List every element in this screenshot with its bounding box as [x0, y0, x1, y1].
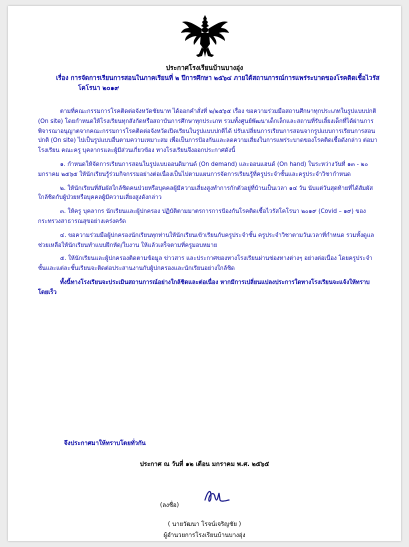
date-line: ประกาศ ณ วันที่ ๑๒ เดือน มกราคม พ.ศ. ๒๕๖๕ [139, 461, 270, 468]
garuda-emblem-icon [180, 14, 230, 58]
handwritten-signature-icon [202, 486, 232, 506]
signer-name: ( นายวัฒนา โรจน์เจริญชัย ) [167, 521, 242, 528]
intro-paragraph: ตามที่คณะกรรมการโรคติดต่อจังหวัดชัยนาท ได้ออกคำสั่งที่ ๒/๒๕๖๕ เรื่อง ขอความร่วมมือสถานศึกษาทุกประเภทในรูปแบบปกติ (On site) โดยกำหนดให้โรงเรียนทุกสังกัดหรือสถาบันการศึกษาทุกประเภท รวมทั้งศูนย์พัฒนาเด็กเล็กและสถานที่รับเลี้ยงเด็กที่ได้ผ่านการพิจารณาอนุญาตจากคณะกรรมการโรคติดต่อจังหวัดเปิดเรียนในรูปแบบปกติได้ ปรับเปลี่ยนการเรียนการสอนจากรูปแบบการเรียนการสอนปกติ (On site) ไปเป็นรูปแบบอื่นตามความเหมาะสม เพื่อเป็นการป้องกันและลดความเสี่ยงในการแพร่ระบาดของโรคติดเชื้อดังกล่าว ต่อมาโรงเรียน คณะครู บุคลากรและผู้มีส่วนเกี่ยวข้อง ทางโรงเรียนจึงออกประกาศดังนี้ [38, 109, 378, 155]
signature-label: (ลงชื่อ) [160, 502, 179, 509]
document-page [8, 6, 401, 541]
garuda-emblem-svg [180, 14, 230, 58]
announcement-line: จึงประกาศมาให้ทราบโดยทั่วกัน [64, 440, 146, 447]
document-body [38, 108, 378, 303]
subject-line-1: เรื่อง การจัดการเรียนการสอนในภาคเรียนที่ ๒ ปีการศึกษา ๒๕๖๔ ภายใต้สถานการณ์การแพร่ระบาดของโรคติดเชื้อไวรัส [56, 75, 380, 82]
document-subject [56, 74, 386, 94]
signer-position: ผู้อำนวยการโรงเรียนบ้านบางอุ่ง [163, 532, 246, 539]
subject-line-2: โคโรนา ๒๐๑๙ [78, 85, 119, 92]
closing-paragraph: ทั้งนี้ทางโรงเรียนจะประเมินสถานการณ์อย่างใกล้ชิดและต่อเนื่อง หากมีการเปลี่ยนแปลงประการใดทางโรงเรียนจะแจ้งให้ทราบโดยเร็ว [38, 279, 370, 296]
item-1-paragraph: ๑. กำหนดให้จัดการเรียนการสอนในรูปแบบออนดิมานด์ (On demand) และออนแฮนด์ (On hand) ในระหว่างวันที่ ๑๓ - ๒๐ มกราคม ๒๕๖๕ ให้นักเรียนรู้ร่วมกิจกรรมอย่างต่อเนื่องเป็นไปตามแผนการจัดการเรียนรู้ที่ครูประจำชั้นและครูประจำวิชากำหนด [38, 161, 368, 178]
item-2-paragraph: ๒. ให้นักเรียนที่สัมผัสใกล้ชิดคนป่วยหรือบุคคลผู้มีความเสี่ยงสูงทำการกักตัวอยู่ที่บ้านเป็นเวลา ๑๔ วัน นับแต่วันสุดท้ายที่ได้สัมผัสใกล้ชิดกับผู้ป่วยหรือบุคคลผู้มีความเสี่ยงสูงดังกล่าว [38, 185, 373, 202]
signature-svg [202, 486, 232, 506]
item-5-paragraph: ๕. ให้นักเรียนและผู้ปกครองติดตามข้อมูล ข่าวสาร และประกาศของทางโรงเรียนผ่านช่องทางต่างๆ อย่างต่อเนื่อง โดยครูประจำชั้นและแต่ละชั้นเรียนจะติดต่อประสานงานกับผู้ปกครองและนักเรียนอย่างใกล้ชิด [38, 256, 373, 273]
document-title: ประกาศโรงเรียนบ้านบางอุ่ง [165, 64, 244, 72]
item-3-paragraph: ๓. ให้ครู บุคลากร นักเรียนและผู้ปกครอง ปฏิบัติตามมาตรการการป้องกันโรคติดเชื้อไวรัสโคโรนา ๒๐๑๙ (Covid – ๑๙) ของกระทรวงสาธารณสุขอย่างเคร่งครัด [38, 209, 366, 225]
item-4-paragraph: ๔. ขอความร่วมมือผู้ปกครองนักเรียนทุกท่านให้นักเรียนเข้าเรียนกับครูประจำชั้น ครูประจำวิชาตามวันเวลาที่กำหนด รวมทั้งดูแลช่วยเหลือให้นักเรียนทำแบบฝึกหัด/ใบงาน ให้แล้วเสร็จตามที่ครูมอบหมาย [38, 232, 375, 249]
